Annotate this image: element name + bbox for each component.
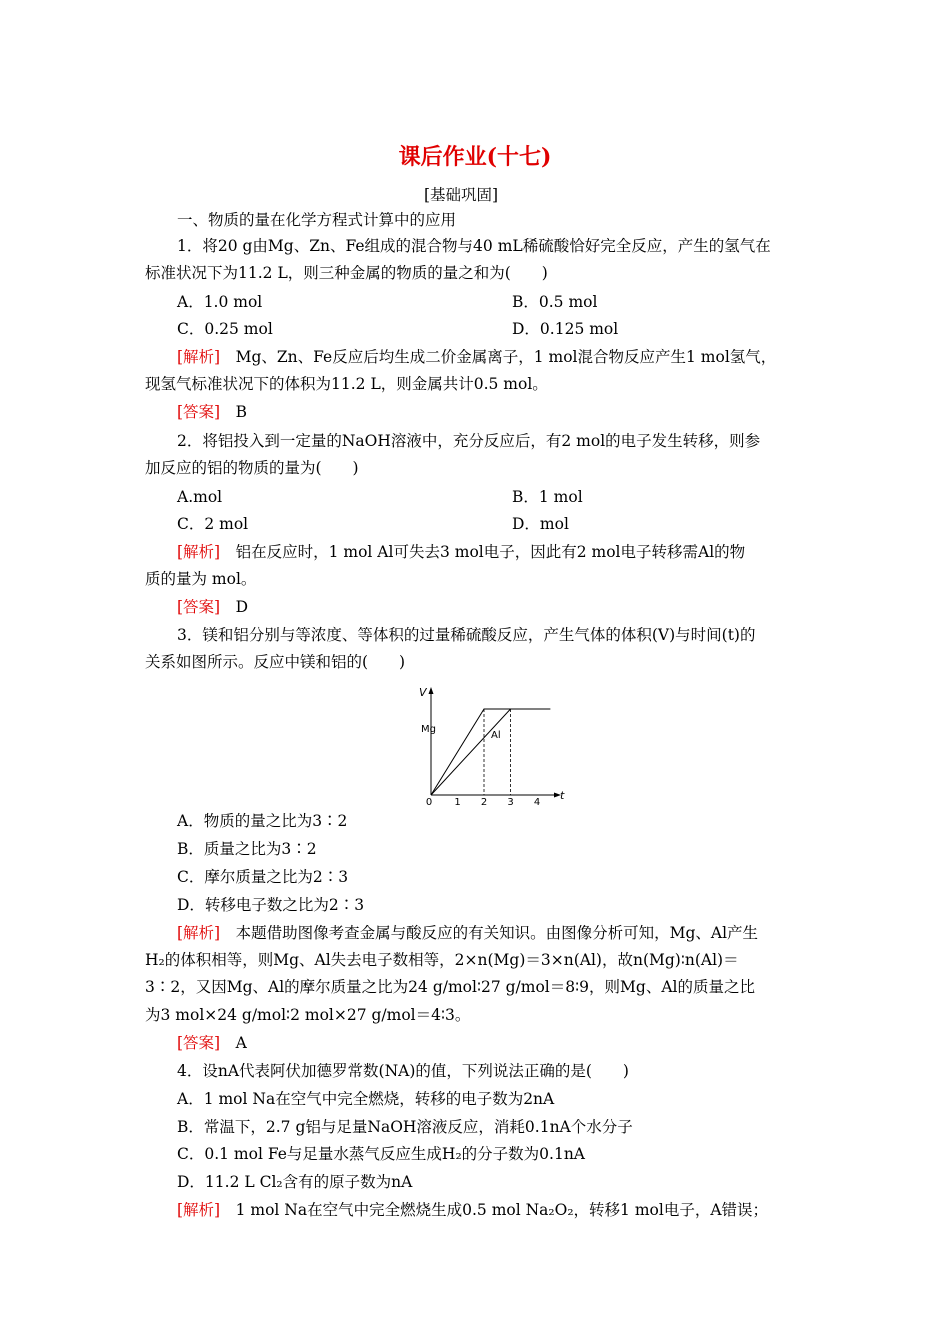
q2-answer-line bbox=[177, 596, 248, 618]
q4-stem: 4．设nA代表阿伏加德罗常数(NA)的值，下列说法正确的是( ) bbox=[177, 1062, 629, 1080]
q3-option-d: D．转移电子数之比为2∶3 bbox=[177, 896, 365, 914]
series-label-mg: Mg bbox=[421, 724, 436, 735]
q3-option-a: A．物质的量之比为3∶2 bbox=[177, 812, 348, 830]
q3-stem-line2: 关系如图所示。反应中镁和铝的( ) bbox=[145, 653, 406, 671]
series-line-al bbox=[431, 709, 550, 795]
answer-tag: [答案] bbox=[177, 403, 221, 421]
x-tick-label: 2 bbox=[480, 797, 488, 805]
section-label: [基础巩固] bbox=[424, 186, 499, 204]
series-label-al: Al bbox=[491, 730, 501, 741]
q3-analysis-line1 bbox=[177, 922, 758, 944]
volume-time-chart bbox=[405, 683, 585, 805]
page-title: 课后作业(十七) bbox=[398, 144, 552, 170]
q2-stem-line2: 加反应的铝的物质的量为( ) bbox=[145, 459, 359, 477]
topic-heading: 一、物质的量在化学方程式计算中的应用 bbox=[177, 211, 457, 229]
q3-analysis-line4: 为3 mol×24 g/mol∶2 mol×27 g/mol＝4∶3。 bbox=[145, 1006, 471, 1024]
answer-tag: [答案] bbox=[177, 1034, 221, 1052]
series-line-mg bbox=[431, 709, 550, 795]
x-tick-label: 0 bbox=[425, 797, 433, 805]
q1-answer: B bbox=[220, 403, 247, 421]
q3-answer-line bbox=[177, 1032, 247, 1054]
q4-option-b: B．常温下，2.7 g铝与足量NaOH溶液反应，消耗0.1nA个水分子 bbox=[177, 1118, 633, 1136]
chart-plot-area bbox=[421, 709, 550, 805]
analysis-tag: [解析] bbox=[177, 543, 221, 561]
q4-analysis-text1: 1 mol Na在空气中完全燃烧生成0.5 mol Na₂O₂，转移1 mol电子，A错误； bbox=[220, 1201, 769, 1219]
q3-analysis-line3: 3∶2，又因Mg、Al的摩尔质量之比为24 g/mol∶27 g/mol＝8∶9，则Mg、Al的质量之比 bbox=[145, 978, 755, 996]
q3-analysis-text1: 本题借助图像考查金属与酸反应的有关知识。由图像分析可知，Mg、Al产生 bbox=[220, 924, 759, 942]
q1-analysis-line1 bbox=[177, 346, 776, 368]
q1-analysis-text1: Mg、Zn、Fe反应后均生成二价金属离子，1 mol混合物反应产生1 mol氢气， bbox=[220, 348, 777, 366]
x-tick-label: 3 bbox=[507, 797, 514, 805]
q2-option-a: A.mol bbox=[177, 488, 223, 506]
q1-option-a: A．1.0 mol bbox=[177, 293, 263, 311]
q2-option-c: C．2 mol bbox=[177, 515, 249, 533]
analysis-tag: [解析] bbox=[177, 1201, 221, 1219]
analysis-tag: [解析] bbox=[177, 924, 221, 942]
answer-tag: [答案] bbox=[177, 598, 221, 616]
q1-stem-line2: 标准状况下为11.2 L，则三种金属的物质的量之和为( ) bbox=[145, 264, 548, 282]
q1-option-b: B．0.5 mol bbox=[512, 293, 598, 311]
q1-option-d: D．0.125 mol bbox=[512, 320, 619, 338]
q3-analysis-line2: H₂的体积相等，则Mg、Al失去电子数相等，2×n(Mg)＝3×n(Al)，故n(Mg)∶n(Al)＝ bbox=[145, 951, 739, 969]
q1-option-c: C．0.25 mol bbox=[177, 320, 273, 338]
q3-option-c: C．摩尔质量之比为2∶3 bbox=[177, 868, 349, 886]
q1-stem-line1: 1．将20 g由Mg、Zn、Fe组成的混合物与40 mL稀硫酸恰好完全反应，产生的氢气在 bbox=[177, 237, 771, 255]
q3-answer: A bbox=[220, 1034, 247, 1052]
analysis-tag: [解析] bbox=[177, 348, 221, 366]
q2-option-d: D．mol bbox=[512, 515, 569, 533]
y-axis-arrow bbox=[429, 687, 434, 694]
q4-option-a: A．1 mol Na在空气中完全燃烧，转移的电子数为2nA bbox=[177, 1090, 555, 1108]
q2-analysis-line1 bbox=[177, 541, 745, 563]
x-tick-label: 4 bbox=[533, 797, 541, 805]
q1-answer-line bbox=[177, 401, 247, 423]
q4-option-c: C．0.1 mol Fe与足量水蒸气反应生成H₂的分子数为0.1nA bbox=[177, 1145, 585, 1163]
q2-option-b: B．1 mol bbox=[512, 488, 583, 506]
q2-answer: D bbox=[220, 598, 249, 616]
x-tick-label: 1 bbox=[454, 797, 461, 805]
q1-analysis-line2: 现氢气标准状况下的体积为11.2 L，则金属共计0.5 mol。 bbox=[145, 375, 548, 393]
q2-stem-line1: 2．将铝投入到一定量的NaOH溶液中，充分反应后，有2 mol的电子发生转移，则参 bbox=[177, 432, 761, 450]
q3-stem-line1: 3．镁和铝分别与等浓度、等体积的过量稀硫酸反应，产生气体的体积(V)与时间(t)的 bbox=[177, 626, 756, 644]
q2-analysis-line2: 质的量为 mol。 bbox=[145, 570, 257, 588]
q2-analysis-text1: 铝在反应时，1 mol Al可失去3 mol电子，因此有2 mol电子转移需Al的物 bbox=[220, 543, 746, 561]
q4-option-d: D．11.2 L Cl₂含有的原子数为nA bbox=[177, 1173, 413, 1191]
x-axis-label: t bbox=[560, 789, 565, 802]
y-axis-label: V bbox=[419, 686, 427, 699]
q4-analysis-line1 bbox=[177, 1199, 768, 1221]
q3-option-b: B．质量之比为3∶2 bbox=[177, 840, 317, 858]
